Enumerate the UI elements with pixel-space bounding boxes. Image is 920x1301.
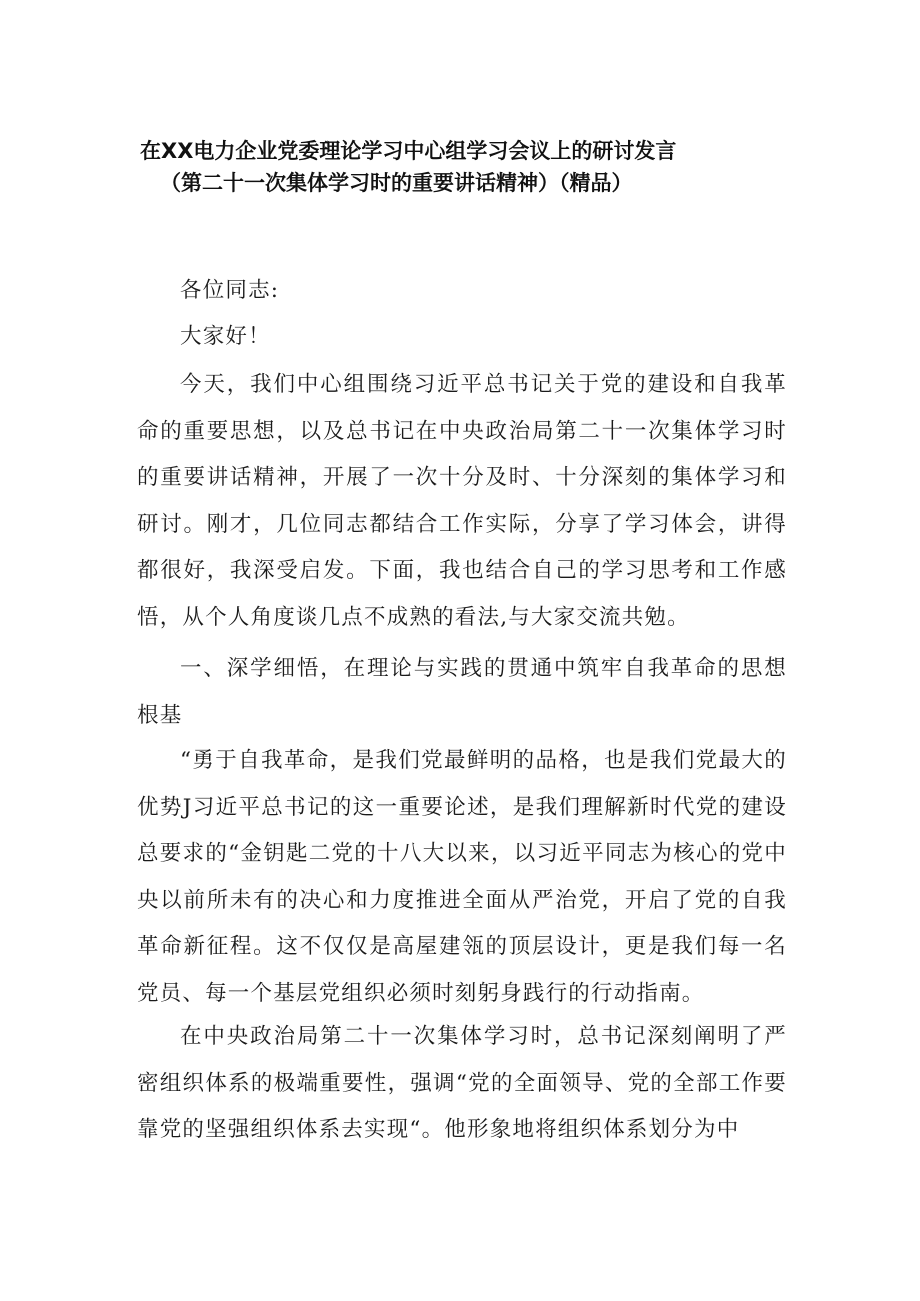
greeting: 大家好！ [180, 324, 271, 349]
section-heading [137, 646, 787, 739]
paragraph-text: “勇于自我革命，是我们党最鲜明的品格，也是我们党最大的优势J习近平总书记的这一重要论述，是我们理解新时代党的建设总要求的“金钥匙二党的十八大以来，以习近平同志为核心的党中央以前所未有的决心和力度推进全面从严治党，开启了党的自我革命新征程。这不仅仅是高屋建瓴的顶层设计，更是我们每一名党员、每一个基层党组织必须时刻躬身践行的行动指南。 [137, 748, 787, 1006]
document-subtitle: （第二十一次集体学习时的重要讲话精神）（精品） [160, 171, 633, 195]
section-heading-text: 一、深学细悟，在理论与实践的贯通中筑牢自我革命的思想根基 [137, 656, 787, 728]
document-title: 在XX电力企业党委理论学习中心组学习会议上的研讨发言 [140, 139, 677, 163]
paragraph-intro [137, 362, 787, 641]
paragraph-text: 今天，我们中心组围绕习近平总书记关于党的建设和自我革命的重要思想，以及总书记在中央政治局第二十一次集体学习时的重要讲话精神，开展了一次十分及时、十分深刻的集体学习和研讨。刚才，几位同志都结合工作实际，分享了学习体会，讲得都很好，我深受启发。下面，我也结合自己的学习思考和工作感悟，从个人角度谈几点不成熟的看法,与大家交流共勉。 [137, 372, 787, 630]
paragraph-text: 在中央政治局第二十一次集体学习时，总书记深刻阐明了严密组织体系的极端重要性，强调“党的全面领导、党的全部工作要靠党的坚强组织体系去实现“。他形象地将组织体系划分为中 [137, 1024, 787, 1142]
paragraph-organization [137, 1014, 787, 1154]
paragraph-quote [137, 738, 787, 1017]
salutation: 各位同志: [180, 278, 280, 303]
